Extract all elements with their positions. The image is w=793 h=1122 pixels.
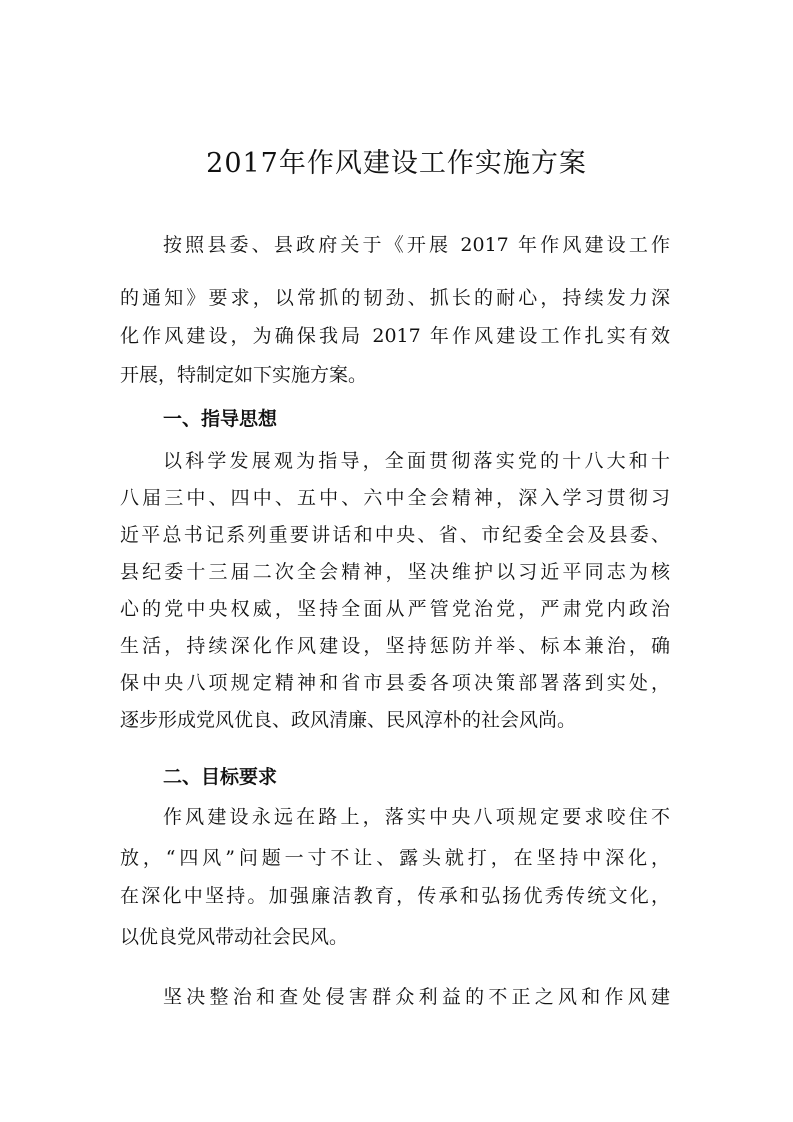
paragraph-line: 放，“四风”问题一寸不让、露头就打，在坚持中深化， [120,847,670,869]
paragraph-line: 以优良党风带动社会民风。 [120,926,349,948]
paragraph-line: 心的党中央权威，坚持全面从严管党治党，严肃党内政治 [120,598,670,620]
paragraph-line: 保中央八项规定精神和省市县委各项决策部署落到实处， [120,672,670,694]
section-heading: 一、指导思想 [163,408,278,430]
paragraph-line: 的通知》要求，以常抓的韧劲、抓长的耐心，持续发力深 [120,287,670,309]
paragraph-line: 县纪委十三届二次全会精神，坚决维护以习近平同志为核 [120,561,670,583]
paragraph-line: 化作风建设，为确保我局 2017 年作风建设工作扎实有效 [120,325,670,347]
paragraph-line: 以科学发展观为指导，全面贯彻落实党的十八大和十 [163,450,670,472]
paragraph-line: 在深化中坚持。加强廉洁教育，传承和弘扬优秀传统文化， [120,885,670,907]
paragraph-line: 八届三中、四中、五中、六中全会精神，深入学习贯彻习 [120,487,670,509]
paragraph-line: 近平总书记系列重要讲话和中央、省、市纪委全会及县委、 [120,524,670,546]
paragraph-line: 开展，特制定如下实施方案。 [120,364,368,386]
paragraph-line: 生活，持续深化作风建设，坚持惩防并举、标本兼治，确 [120,635,670,657]
paragraph-line: 逐步形成党风优良、政风清廉、民风淳朴的社会风尚。 [120,709,577,731]
paragraph-line: 按照县委、县政府关于《开展 2017 年作风建设工作 [163,234,670,256]
document-title: 2017年作风建设工作实施方案 [206,148,587,179]
paragraph-line: 坚决整治和查处侵害群众利益的不正之风和作风建 [163,986,670,1008]
section-heading: 二、目标要求 [163,766,278,788]
paragraph-line: 作风建设永远在路上，落实中央八项规定要求咬住不 [163,806,670,828]
